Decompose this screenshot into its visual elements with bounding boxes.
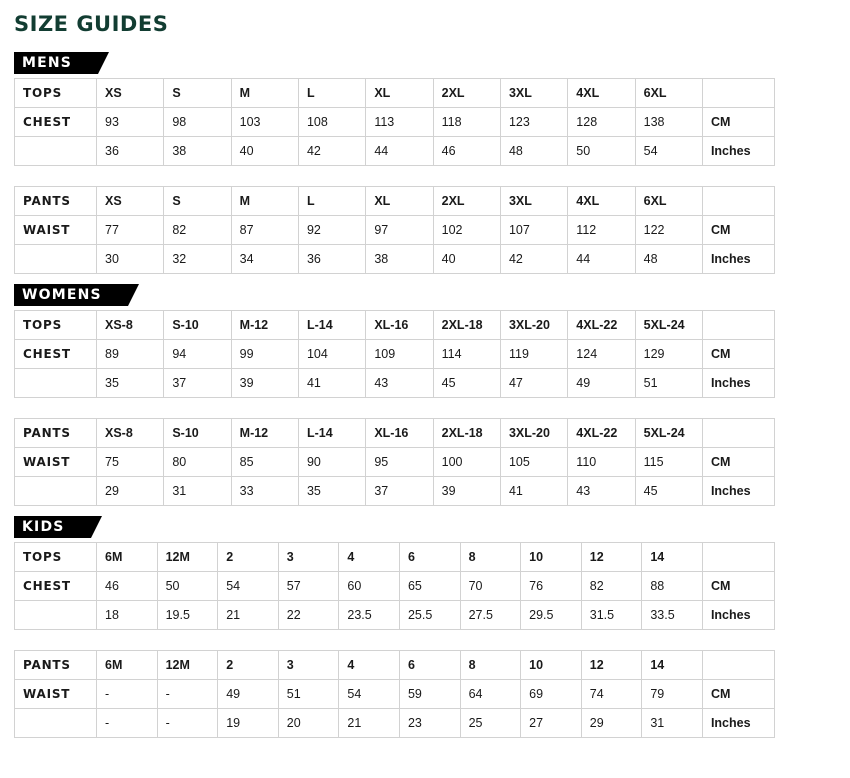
table-header-row <box>15 419 775 448</box>
measurement-cell: 97 <box>366 216 433 245</box>
size-section <box>14 516 834 738</box>
row-label: CHEST <box>15 572 97 601</box>
column-header: 4 <box>339 651 400 680</box>
table-header-row <box>15 543 775 572</box>
column-header: 4XL-22 <box>568 419 635 448</box>
table-category-label: PANTS <box>15 651 97 680</box>
column-header: 10 <box>521 543 582 572</box>
measurement-cell: 42 <box>298 137 365 166</box>
column-header: 4XL-22 <box>568 311 635 340</box>
unit-cell: Inches <box>702 709 774 738</box>
table-row <box>15 369 775 398</box>
measurement-cell: 108 <box>298 108 365 137</box>
measurement-cell: 27 <box>521 709 582 738</box>
column-header: 12 <box>581 543 642 572</box>
measurement-cell: 39 <box>231 369 298 398</box>
measurement-cell: 48 <box>635 245 702 274</box>
measurement-cell: 122 <box>635 216 702 245</box>
size-table <box>14 186 775 274</box>
measurement-cell: 99 <box>231 340 298 369</box>
column-header: XL-16 <box>366 419 433 448</box>
measurement-cell: 118 <box>433 108 500 137</box>
measurement-cell: 74 <box>581 680 642 709</box>
measurement-cell: 50 <box>568 137 635 166</box>
measurement-cell: 46 <box>433 137 500 166</box>
column-header: 3 <box>278 651 339 680</box>
column-header: 8 <box>460 651 521 680</box>
measurement-cell: 102 <box>433 216 500 245</box>
table-row <box>15 108 775 137</box>
column-header: XL <box>366 187 433 216</box>
measurement-cell: 27.5 <box>460 601 521 630</box>
measurement-cell: 29 <box>97 477 164 506</box>
measurement-cell: 46 <box>97 572 158 601</box>
measurement-cell: 75 <box>97 448 164 477</box>
column-header: 3XL <box>500 79 567 108</box>
measurement-cell: 92 <box>298 216 365 245</box>
measurement-cell: 41 <box>500 477 567 506</box>
measurement-cell: 80 <box>164 448 231 477</box>
table-row <box>15 572 775 601</box>
column-header: 2 <box>218 651 279 680</box>
measurement-cell: - <box>157 709 218 738</box>
table-spacer <box>14 172 834 186</box>
measurement-cell: 54 <box>339 680 400 709</box>
measurement-cell: 40 <box>231 137 298 166</box>
section-label: KIDS <box>14 516 91 538</box>
table-row <box>15 477 775 506</box>
measurement-cell: 37 <box>164 369 231 398</box>
column-header: 14 <box>642 543 703 572</box>
column-header: 2XL-18 <box>433 419 500 448</box>
unit-cell: Inches <box>702 369 774 398</box>
measurement-cell: 20 <box>278 709 339 738</box>
unit-cell: Inches <box>702 477 774 506</box>
column-header: 4XL <box>568 79 635 108</box>
measurement-cell: 100 <box>433 448 500 477</box>
column-header: 6XL <box>635 79 702 108</box>
measurement-cell: 42 <box>500 245 567 274</box>
measurement-cell: 110 <box>568 448 635 477</box>
measurement-cell: 60 <box>339 572 400 601</box>
measurement-cell: 54 <box>218 572 279 601</box>
column-header: 2XL <box>433 79 500 108</box>
column-header: L <box>298 79 365 108</box>
measurement-cell: 90 <box>298 448 365 477</box>
measurement-cell: 23.5 <box>339 601 400 630</box>
unit-cell: CM <box>702 680 774 709</box>
column-header: S-10 <box>164 419 231 448</box>
column-header: 4 <box>339 543 400 572</box>
measurement-cell: 49 <box>218 680 279 709</box>
measurement-cell: 31 <box>642 709 703 738</box>
measurement-cell: 38 <box>164 137 231 166</box>
measurement-cell: 25 <box>460 709 521 738</box>
column-header: 3 <box>278 543 339 572</box>
table-category-label: TOPS <box>15 311 97 340</box>
measurement-cell: 54 <box>635 137 702 166</box>
column-header: 5XL-24 <box>635 419 702 448</box>
column-header: 6 <box>399 543 460 572</box>
measurement-cell: 35 <box>97 369 164 398</box>
unit-header <box>702 311 774 340</box>
column-header: 5XL-24 <box>635 311 702 340</box>
column-header: 6M <box>97 543 158 572</box>
column-header: M <box>231 187 298 216</box>
measurement-cell: 45 <box>635 477 702 506</box>
measurement-cell: 43 <box>568 477 635 506</box>
measurement-cell: 38 <box>366 245 433 274</box>
measurement-cell: 64 <box>460 680 521 709</box>
size-table <box>14 418 775 506</box>
row-label: WAIST <box>15 680 97 709</box>
column-header: XL <box>366 79 433 108</box>
column-header: S <box>164 187 231 216</box>
table-category-label: TOPS <box>15 543 97 572</box>
measurement-cell: 37 <box>366 477 433 506</box>
row-label: CHEST <box>15 340 97 369</box>
section-header <box>14 284 834 306</box>
column-header: 12M <box>157 651 218 680</box>
measurement-cell: 70 <box>460 572 521 601</box>
unit-cell: Inches <box>702 137 774 166</box>
column-header: L <box>298 187 365 216</box>
measurement-cell: 79 <box>642 680 703 709</box>
measurement-cell: 18 <box>97 601 158 630</box>
unit-header <box>702 651 774 680</box>
unit-cell: CM <box>702 340 774 369</box>
table-category-label: PANTS <box>15 419 97 448</box>
measurement-cell: 94 <box>164 340 231 369</box>
measurement-cell: 25.5 <box>399 601 460 630</box>
table-category-label: TOPS <box>15 79 97 108</box>
measurement-cell: - <box>157 680 218 709</box>
section-header <box>14 516 834 538</box>
measurement-cell: 21 <box>218 601 279 630</box>
measurement-cell: - <box>97 680 158 709</box>
measurement-cell: 113 <box>366 108 433 137</box>
measurement-cell: 129 <box>635 340 702 369</box>
measurement-cell: 59 <box>399 680 460 709</box>
measurement-cell: 112 <box>568 216 635 245</box>
measurement-cell: 23 <box>399 709 460 738</box>
measurement-cell: 105 <box>500 448 567 477</box>
column-header: 8 <box>460 543 521 572</box>
measurement-cell: 47 <box>500 369 567 398</box>
row-label <box>15 245 97 274</box>
measurement-cell: 124 <box>568 340 635 369</box>
measurement-cell: 29 <box>581 709 642 738</box>
size-section <box>14 284 834 506</box>
measurement-cell: 31.5 <box>581 601 642 630</box>
row-label <box>15 601 97 630</box>
table-row <box>15 340 775 369</box>
column-header: M-12 <box>231 419 298 448</box>
unit-cell: CM <box>702 572 774 601</box>
table-row <box>15 709 775 738</box>
measurement-cell: 119 <box>500 340 567 369</box>
unit-header <box>702 79 774 108</box>
measurement-cell: 33 <box>231 477 298 506</box>
table-header-row <box>15 651 775 680</box>
measurement-cell: 82 <box>581 572 642 601</box>
measurement-cell: 39 <box>433 477 500 506</box>
size-section <box>14 52 834 274</box>
row-label: WAIST <box>15 216 97 245</box>
table-row <box>15 680 775 709</box>
table-header-row <box>15 187 775 216</box>
measurement-cell: 89 <box>97 340 164 369</box>
row-label <box>15 477 97 506</box>
column-header: 2 <box>218 543 279 572</box>
table-category-label: PANTS <box>15 187 97 216</box>
size-table <box>14 650 775 738</box>
size-guide-sections <box>0 52 850 738</box>
row-label: WAIST <box>15 448 97 477</box>
measurement-cell: 33.5 <box>642 601 703 630</box>
unit-header <box>702 419 774 448</box>
measurement-cell: - <box>97 709 158 738</box>
table-row <box>15 137 775 166</box>
section-header <box>14 52 834 74</box>
size-table <box>14 310 775 398</box>
row-label <box>15 369 97 398</box>
measurement-cell: 138 <box>635 108 702 137</box>
column-header: 2XL <box>433 187 500 216</box>
measurement-cell: 22 <box>278 601 339 630</box>
measurement-cell: 57 <box>278 572 339 601</box>
section-label: WOMENS <box>14 284 128 306</box>
column-header: 6M <box>97 651 158 680</box>
measurement-cell: 98 <box>164 108 231 137</box>
measurement-cell: 31 <box>164 477 231 506</box>
column-header: 14 <box>642 651 703 680</box>
column-header: 3XL <box>500 187 567 216</box>
measurement-cell: 29.5 <box>521 601 582 630</box>
column-header: S-10 <box>164 311 231 340</box>
table-row <box>15 245 775 274</box>
measurement-cell: 21 <box>339 709 400 738</box>
measurement-cell: 19 <box>218 709 279 738</box>
measurement-cell: 82 <box>164 216 231 245</box>
measurement-cell: 50 <box>157 572 218 601</box>
unit-header <box>702 543 774 572</box>
column-header: XS-8 <box>97 419 164 448</box>
row-label <box>15 709 97 738</box>
measurement-cell: 77 <box>97 216 164 245</box>
unit-cell: CM <box>702 216 774 245</box>
size-table <box>14 78 775 166</box>
table-spacer <box>14 404 834 418</box>
column-header: M <box>231 79 298 108</box>
measurement-cell: 107 <box>500 216 567 245</box>
column-header: S <box>164 79 231 108</box>
column-header: XL-16 <box>366 311 433 340</box>
column-header: 3XL-20 <box>500 311 567 340</box>
column-header: 10 <box>521 651 582 680</box>
column-header: XS <box>97 187 164 216</box>
measurement-cell: 95 <box>366 448 433 477</box>
column-header: 2XL-18 <box>433 311 500 340</box>
measurement-cell: 76 <box>521 572 582 601</box>
page-title: SIZE GUIDES <box>14 12 169 36</box>
column-header: 4XL <box>568 187 635 216</box>
measurement-cell: 40 <box>433 245 500 274</box>
table-spacer <box>14 636 834 650</box>
measurement-cell: 109 <box>366 340 433 369</box>
measurement-cell: 44 <box>366 137 433 166</box>
measurement-cell: 32 <box>164 245 231 274</box>
measurement-cell: 93 <box>97 108 164 137</box>
measurement-cell: 85 <box>231 448 298 477</box>
table-row <box>15 448 775 477</box>
measurement-cell: 104 <box>298 340 365 369</box>
measurement-cell: 43 <box>366 369 433 398</box>
column-header: 6 <box>399 651 460 680</box>
column-header: 12 <box>581 651 642 680</box>
measurement-cell: 45 <box>433 369 500 398</box>
measurement-cell: 44 <box>568 245 635 274</box>
unit-cell: Inches <box>702 245 774 274</box>
measurement-cell: 114 <box>433 340 500 369</box>
column-header: 12M <box>157 543 218 572</box>
measurement-cell: 103 <box>231 108 298 137</box>
unit-header <box>702 187 774 216</box>
measurement-cell: 69 <box>521 680 582 709</box>
measurement-cell: 51 <box>278 680 339 709</box>
table-header-row <box>15 79 775 108</box>
unit-cell: CM <box>702 108 774 137</box>
measurement-cell: 19.5 <box>157 601 218 630</box>
measurement-cell: 49 <box>568 369 635 398</box>
column-header: 6XL <box>635 187 702 216</box>
measurement-cell: 128 <box>568 108 635 137</box>
measurement-cell: 88 <box>642 572 703 601</box>
measurement-cell: 51 <box>635 369 702 398</box>
measurement-cell: 87 <box>231 216 298 245</box>
measurement-cell: 36 <box>298 245 365 274</box>
section-label: MENS <box>14 52 98 74</box>
table-row <box>15 216 775 245</box>
measurement-cell: 123 <box>500 108 567 137</box>
measurement-cell: 36 <box>97 137 164 166</box>
measurement-cell: 65 <box>399 572 460 601</box>
column-header: L-14 <box>298 419 365 448</box>
measurement-cell: 41 <box>298 369 365 398</box>
column-header: XS <box>97 79 164 108</box>
unit-cell: Inches <box>702 601 774 630</box>
column-header: M-12 <box>231 311 298 340</box>
row-label <box>15 137 97 166</box>
size-table <box>14 542 775 630</box>
row-label: CHEST <box>15 108 97 137</box>
measurement-cell: 30 <box>97 245 164 274</box>
measurement-cell: 35 <box>298 477 365 506</box>
measurement-cell: 34 <box>231 245 298 274</box>
table-row <box>15 601 775 630</box>
table-header-row <box>15 311 775 340</box>
column-header: 3XL-20 <box>500 419 567 448</box>
column-header: XS-8 <box>97 311 164 340</box>
measurement-cell: 48 <box>500 137 567 166</box>
measurement-cell: 115 <box>635 448 702 477</box>
column-header: L-14 <box>298 311 365 340</box>
unit-cell: CM <box>702 448 774 477</box>
